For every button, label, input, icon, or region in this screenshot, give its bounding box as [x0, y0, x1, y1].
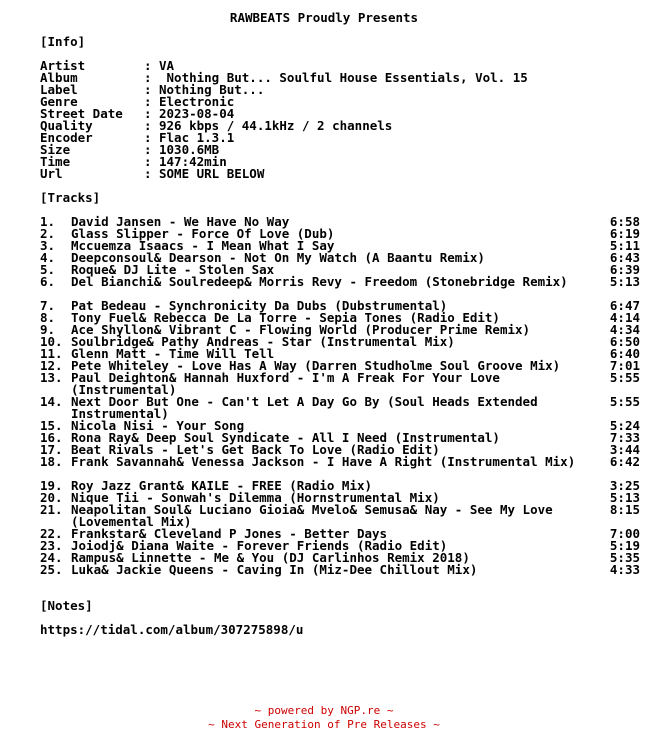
track-duration: 4:14: [609, 310, 640, 325]
track-title: Del Bianchi& Soulredeep& Morris Revy - Freedom (Stonebridge Remix): [71, 274, 568, 289]
track-row: [40, 456, 640, 480]
track-title: David Jansen - We Have No Way: [71, 214, 290, 229]
info-row: [40, 84, 640, 96]
track-title: Pete Whiteley - Love Has A Way (Darren Studholme Soul Groove Mix): [71, 358, 561, 373]
track-duration: 6:50: [609, 334, 640, 349]
info-row: [40, 72, 640, 84]
track-number: 2.: [40, 226, 56, 241]
track-duration: 7:33: [609, 430, 640, 445]
notes-heading: [Notes]: [40, 598, 93, 613]
info-key: Url: [40, 166, 63, 181]
track-title: Luka& Jackie Queens - Caving In (Miz-Dee Chillout Mix): [71, 562, 478, 577]
track-title: Soulbridge& Pathy Andreas - Star (Instrumental Mix): [71, 334, 455, 349]
info-key: Artist: [40, 58, 86, 73]
info-value: 2023-08-04: [159, 106, 235, 121]
track-duration: 3:44: [609, 442, 640, 457]
track-number: 6.: [40, 274, 56, 289]
footer: [0, 704, 648, 732]
track-number: 13.: [40, 370, 63, 385]
info-value: Nothing But...: [159, 82, 265, 97]
info-value: Nothing But... Soulful House Essentials, Vol. 15: [159, 70, 528, 85]
track-duration: 8:15: [609, 502, 640, 517]
track-title: Neapolitan Soul& Luciano Gioia& Mvelo& Semusa& Nay - See My Love (Lovemental Mix): [71, 502, 553, 529]
track-number: 4.: [40, 250, 56, 265]
track-number: 7.: [40, 298, 56, 313]
info-key: Album: [40, 70, 78, 85]
track-title: Roy Jazz Grant& KAILE - FREE (Radio Mix): [71, 478, 373, 493]
info-row: [40, 144, 640, 156]
track-duration: 3:25: [609, 478, 640, 493]
track-number: 1.: [40, 214, 56, 229]
track-number: 19.: [40, 478, 63, 493]
info-key: Label: [40, 82, 78, 97]
track-title: Rampus& Linnette - Me & You (DJ Carlinhos Remix 2018): [71, 550, 470, 565]
track-title: Frankstar& Cleveland P Jones - Better Days: [71, 526, 388, 541]
track-row: [40, 504, 640, 528]
track-number: 8.: [40, 310, 56, 325]
track-title: Nique Tii - Sonwah's Dilemma (Hornstrumental Mix): [71, 490, 440, 505]
info-colon: :: [144, 94, 152, 109]
info-key: Size: [40, 142, 71, 157]
track-number: 11.: [40, 346, 63, 361]
track-row: [40, 564, 640, 576]
track-number: 16.: [40, 430, 63, 445]
track-duration: 7:00: [609, 526, 640, 541]
track-number: 25.: [40, 562, 63, 577]
footer-powered-by: ~ powered by NGP.re ~: [254, 704, 394, 717]
info-colon: :: [144, 82, 152, 97]
track-title: Ace Shyllon& Vibrant C - Flowing World (Producer Prime Remix): [71, 322, 531, 337]
info-colon: :: [144, 106, 152, 121]
info-row: [40, 96, 640, 108]
track-title: Mccuemza Isaacs - I Mean What I Say: [71, 238, 335, 253]
info-value: VA: [159, 58, 175, 73]
track-number: 9.: [40, 322, 56, 337]
notes-url: https://tidal.com/album/307275898/u: [40, 622, 304, 637]
info-colon: :: [144, 142, 152, 157]
track-row: [40, 396, 640, 420]
track-title: Next Door But One - Can't Let A Day Go By (Soul Heads Extended Instrumental): [71, 394, 538, 421]
track-duration: 7:01: [609, 358, 640, 373]
tracks-heading: [Tracks]: [40, 190, 101, 205]
track-title: Nicola Nisi - Your Song: [71, 418, 245, 433]
track-title: Glenn Matt - Time Will Tell: [71, 346, 275, 361]
info-colon: :: [144, 58, 152, 73]
track-title: Glass Slipper - Force Of Love (Dub): [71, 226, 335, 241]
track-duration: 6:39: [609, 262, 640, 277]
track-row: [40, 276, 640, 300]
info-value: 926 kbps / 44.1kHz / 2 channels: [159, 118, 393, 133]
track-duration: 6:43: [609, 250, 640, 265]
info-row: [40, 168, 640, 180]
track-duration: 6:42: [609, 454, 640, 469]
track-number: 10.: [40, 334, 63, 349]
track-title: Rona Ray& Deep Soul Syndicate - All I Need (Instrumental): [71, 430, 500, 445]
track-number: 15.: [40, 418, 63, 433]
info-colon: :: [144, 70, 152, 85]
info-heading: [Info]: [40, 34, 86, 49]
info-colon: :: [144, 166, 152, 181]
track-title: Joiodj& Diana Waite - Forever Friends (Radio Edit): [71, 538, 448, 553]
page-title: RAWBEATS Proudly Presents: [229, 10, 419, 25]
info-value: Flac 1.3.1: [159, 130, 235, 145]
track-number: 23.: [40, 538, 63, 553]
track-title: Beat Rivals - Let's Get Back To Love (Radio Edit): [71, 442, 440, 457]
track-number: 18.: [40, 454, 63, 469]
info-row: [40, 156, 640, 168]
track-number: 21.: [40, 502, 63, 517]
track-number: 22.: [40, 526, 63, 541]
track-title: Frank Savannah& Venessa Jackson - I Have A Right (Instrumental Mix): [71, 454, 576, 469]
track-number: 20.: [40, 490, 63, 505]
info-key: Street Date: [40, 106, 123, 121]
track-duration: 5:11: [609, 238, 640, 253]
info-value: SOME URL BELOW: [159, 166, 265, 181]
track-number: 24.: [40, 550, 63, 565]
track-title: Tony Fuel& Rebecca De La Torre - Sepia Tones (Radio Edit): [71, 310, 500, 325]
info-row: [40, 120, 640, 132]
track-number: 12.: [40, 358, 63, 373]
track-title: Pat Bedeau - Synchronicity Da Dubs (Dubstrumental): [71, 298, 448, 313]
track-number: 17.: [40, 442, 63, 457]
track-duration: 6:40: [609, 346, 640, 361]
info-key: Quality: [40, 118, 93, 133]
track-duration: 5:24: [609, 418, 640, 433]
track-duration: 6:58: [609, 214, 640, 229]
info-key: Encoder: [40, 130, 93, 145]
footer-tagline: ~ Next Generation of Pre Releases ~: [208, 718, 440, 731]
track-duration: 6:47: [609, 298, 640, 313]
info-key: Genre: [40, 94, 78, 109]
track-duration: 5:13: [609, 274, 640, 289]
info-key: Time: [40, 154, 71, 169]
track-duration: 5:55: [609, 370, 640, 385]
info-row: [40, 132, 640, 144]
track-duration: 5:19: [609, 538, 640, 553]
info-value: Electronic: [159, 94, 235, 109]
track-row: [40, 372, 640, 396]
track-duration: 5:13: [609, 490, 640, 505]
info-colon: :: [144, 130, 152, 145]
info-value: 147:42min: [159, 154, 227, 169]
track-duration: 5:55: [609, 394, 640, 409]
track-number: 5.: [40, 262, 56, 277]
track-duration: 5:35: [609, 550, 640, 565]
track-duration: 4:34: [609, 322, 640, 337]
track-duration: 6:19: [609, 226, 640, 241]
track-title: Roque& DJ Lite - Stolen Sax: [71, 262, 275, 277]
info-value: 1030.6MB: [159, 142, 220, 157]
info-colon: :: [144, 154, 152, 169]
track-duration: 4:33: [609, 562, 640, 577]
track-title: Paul Deighton& Hannah Huxford - I'm A Freak For Your Love (Instrumental): [71, 370, 500, 397]
info-colon: :: [144, 118, 152, 133]
track-title: Deepconsoul& Dearson - Not On My Watch (A Baantu Remix): [71, 250, 485, 265]
track-number: 14.: [40, 394, 63, 409]
track-number: 3.: [40, 238, 56, 253]
